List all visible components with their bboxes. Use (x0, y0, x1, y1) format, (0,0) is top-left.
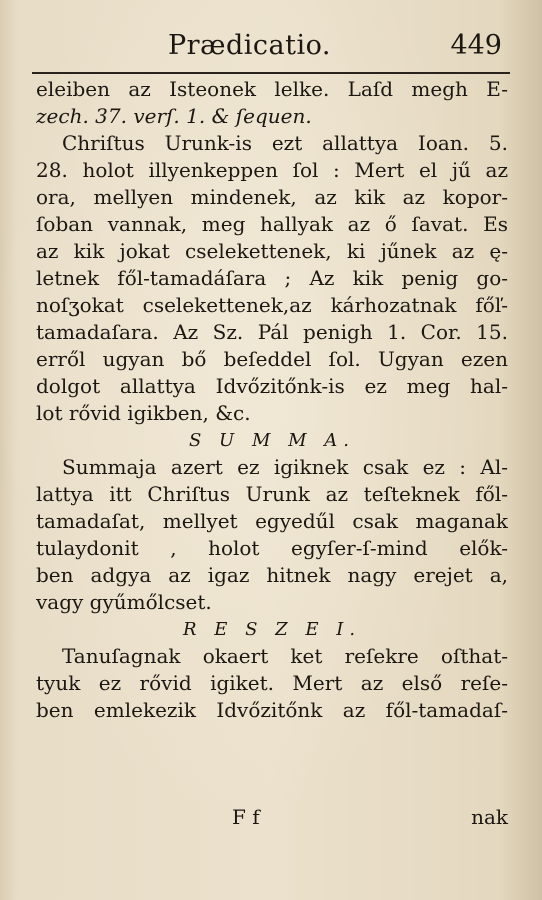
text-line: Chriſtus Urunk-is ezt allattya Ioan. 5. (62, 131, 508, 155)
page-footer (36, 804, 508, 831)
running-head (32, 30, 510, 66)
body-text (36, 76, 508, 724)
text-line: az kik jokat cselekettenek, ki jűnek az ę- (36, 239, 508, 263)
text-line: lot rővid igikben, &c. (36, 401, 251, 425)
text-line: lattya itt Chriſtus Urunk az teſteknek fől- (36, 482, 508, 506)
text-line: vagy gyűmőlcset. (36, 590, 212, 614)
text-line: eleiben az Isteonek lelke. Laſd megh E- (36, 77, 508, 101)
text-line: dolgot allattya Idvőzitőnk-is ez meg hal- (36, 374, 508, 398)
header-rule (32, 72, 510, 74)
page-number: 449 (450, 30, 502, 61)
text-line: Tanuſagnak okaert ket reſekre oſthat- (62, 644, 508, 668)
text-line: noſʒokat cselekettenek,az kárhozatnak főľ- (36, 293, 508, 317)
catchword: nak (471, 805, 508, 829)
text-line: zech. 37. verſ. 1. & ſequen. (36, 104, 312, 128)
text-line: ben adgya az igaz hitnek nagy erejet a, (36, 563, 508, 587)
signature-mark: F f (232, 805, 260, 829)
text-line: erről ugyan bő beſeddel ſol. Ugyan ezen (36, 347, 508, 371)
text-line: tamadaſat, mellyet egyedűl csak maganak (36, 509, 508, 533)
section-heading: S U M M A. (189, 430, 355, 451)
text-line: 28. holot illyenkeppen ſol : Mert el jű az (36, 158, 508, 182)
section-heading: R E S Z E I. (182, 619, 362, 640)
text-line: ſoban vannak, meg hallyak az ő ſavat. Es (36, 212, 508, 236)
text-line: ben emlekezik Idvőzitőnk az fől-tamadaſ- (36, 698, 508, 722)
text-line: Summaja azert ez igiknek csak ez : Al- (62, 455, 508, 479)
text-line: tulaydonit , holot egyſer-ſ-mind elők- (36, 536, 508, 560)
text-line: tyuk ez rővid igiket. Mert az első reſe- (36, 671, 508, 695)
running-head-title: Prædicatio. (168, 30, 331, 61)
text-line: letnek fől-tamadáſara ; Az kik penig go- (36, 266, 508, 290)
text-line: tamadaſara. Az Sz. Pál penigh 1. Cor. 15. (36, 320, 508, 344)
text-line: ora, mellyen mindenek, az kik az kopor- (36, 185, 508, 209)
